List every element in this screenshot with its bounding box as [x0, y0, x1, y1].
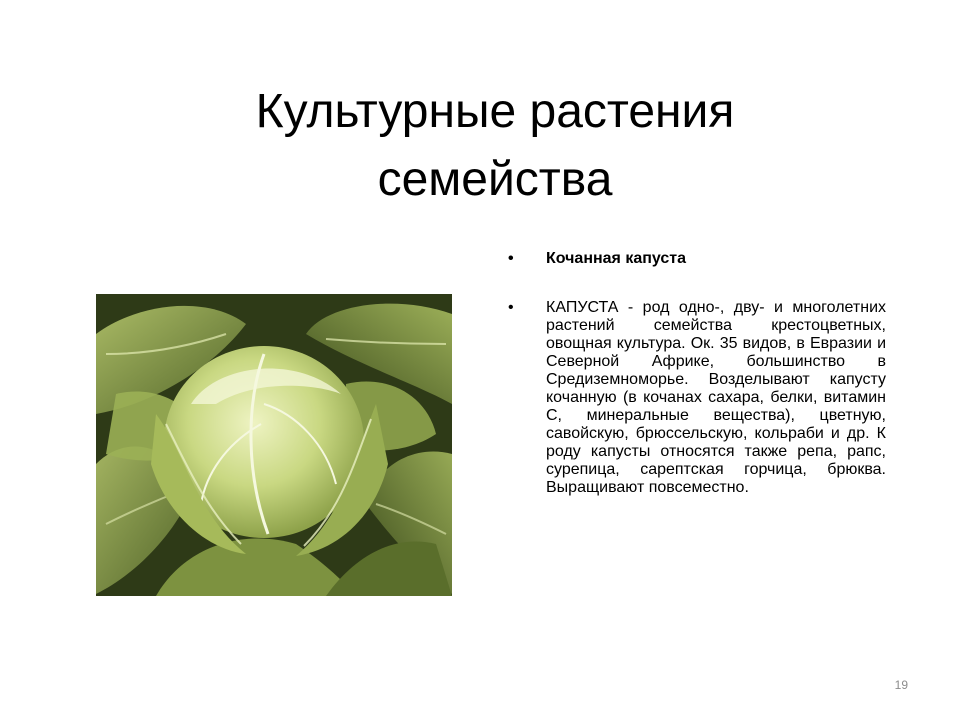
bullet-dot: •: [508, 250, 514, 267]
bullet-text-2: КАПУСТА - род одно-, дву- и многолетних растений семейства крестоцветных, овощная культура. Ок. 35 видов, в Евразии и Северной Африке, большинство в Средиземноморье. Возделывают капусту кочанную (в кочанах сахара, белки, витамин С, минеральные вещества), цветную, савойскую, брюссельскую, кольраби и др. К роду капусты относятся также репа, рапс, сурепица, сарептская горчица, брюква. Выращивают повсеместно.: [546, 299, 886, 496]
title-line-1: Культурные растения: [255, 85, 735, 138]
bullet-item-1: [506, 250, 886, 268]
page-number: 19: [894, 678, 908, 692]
bullet-list: [506, 246, 886, 497]
bullet-text-1: Кочанная капуста: [546, 250, 687, 267]
slide-title: [140, 78, 850, 214]
cabbage-image: [96, 294, 452, 596]
title-line-2: семейства: [377, 153, 613, 206]
bullet-item-2: [506, 299, 886, 497]
bullet-dot: •: [508, 299, 514, 316]
